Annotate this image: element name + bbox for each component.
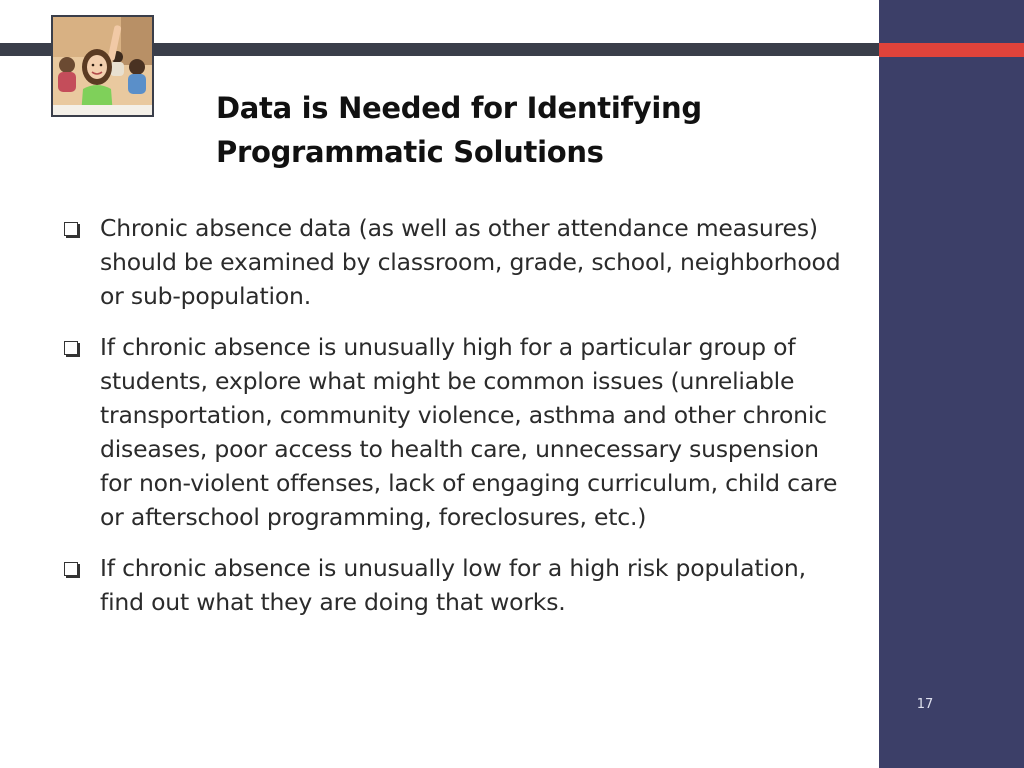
- classroom-photo: [51, 15, 154, 117]
- bullet-item: [62, 330, 852, 534]
- bullet-text: Chronic absence data (as well as other attendance measures) should be examined by classroom, grade, school, neighborhood or sub-population.: [100, 214, 841, 310]
- bullet-text: If chronic absence is unusually high for a particular group of students, explore what might be common issues (unreliable transportation, community violence, asthma and other chronic diseases, poor access to health care, unnecessary suspension for non-violent offenses, lack of engaging curriculum, child care or afterschool programming, foreclosures, etc.): [100, 333, 838, 531]
- title-line-2: Programmatic Solutions: [216, 135, 604, 169]
- right-panel: [879, 0, 1024, 768]
- bullet-list: [62, 211, 852, 636]
- title-line-1: Data is Needed for Identifying: [216, 91, 702, 125]
- bullet-item: [62, 211, 852, 313]
- hollow-square-icon: [64, 341, 78, 355]
- page-number: 17: [916, 697, 934, 712]
- right-accent-bar: [879, 43, 1024, 57]
- hollow-square-icon: [64, 222, 78, 236]
- classroom-students-illustration: [53, 17, 152, 115]
- bullet-item: [62, 551, 852, 619]
- bullet-text: If chronic absence is unusually low for a high risk population, find out what they are doing that works.: [100, 554, 806, 616]
- hollow-square-icon: [64, 562, 78, 576]
- slide-title: [216, 86, 856, 174]
